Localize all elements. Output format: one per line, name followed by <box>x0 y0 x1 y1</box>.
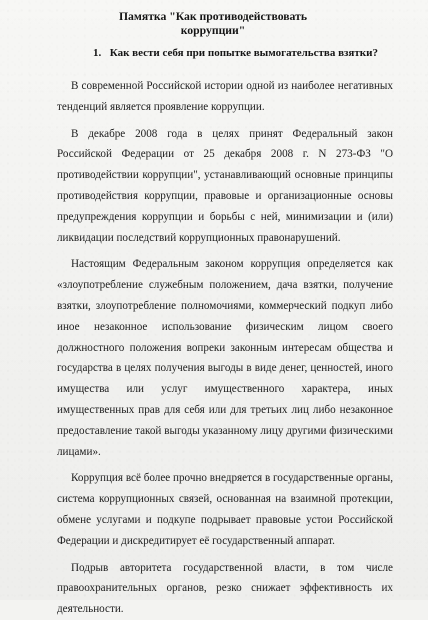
document-title: Памятка "Как противодействовать коррупции" <box>118 10 308 37</box>
paragraph-corruption-definition: Настоящим Федеральным законом коррупция определяется как «злоупотребление служебным положением, дача взятки, получение взятки, злоупотребление полномочиями, коммерческий подкуп либо иное незаконное использование физическим лицом своего должностного положения вопреки законным интересам общества и государства в целях получения выгоды в виде денег, ценностей, иного имущества или услуг имущественного характера, иных имущественных прав для себя или для третьих лиц либо незаконное предоставление такой выгоды указанному лицу другими физическими лицами». <box>57 258 393 458</box>
section-number: 1. <box>93 47 102 59</box>
paragraph-corruption-system: Коррупция всё более прочно внедряется в государственные органы, система коррупционных связей, основанная на взаимной протекции, обмене услугами и подкупе подрывает правовые устои Российской Федерации и дискредитирует её государственный аппарат. <box>57 472 393 547</box>
section-heading-text: Как вести себя при попытке вымогательства взятки? <box>109 47 378 59</box>
paragraph-authority-undermining: Подрыв авторитета государственной власти, в том числе правоохранительных органов, резко снижает эффективность их деятельности. <box>57 561 393 616</box>
document-body <box>57 76 393 620</box>
paragraph-corruption-trend: В современной Российской истории одной из наиболее негативных тенденций является проявление коррупции. <box>57 80 393 113</box>
paragraph-federal-law: В декабре 2008 года в целях принят Федеральный закон Российской Федерации от 25 декабря 2008 г. N 273-ФЗ "О противодействии коррупции", устанавливающий основные принципы противодействия коррупции, правовые и организационные основы предупреждения коррупции и борьбы с ней, минимизации и (или) ликвидации последствий коррупционных правонарушений. <box>57 127 393 244</box>
section-heading <box>93 47 378 60</box>
